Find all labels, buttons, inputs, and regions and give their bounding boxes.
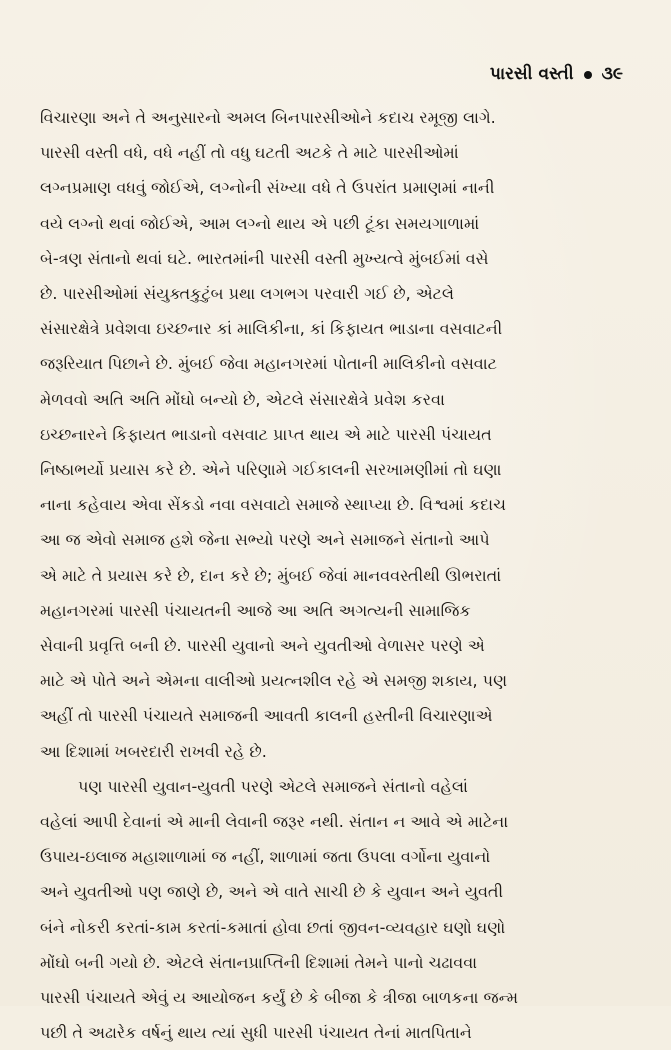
header-title: પારસી વસ્તી xyxy=(489,64,574,84)
text-line: અને યુવતીઓ પણ જાણે છે, અને એ વાતે સાચી છે કે યુવાન અને યુવતી xyxy=(40,882,504,902)
text-line: પારસી વસ્તી વધે, વધે નહીં તો વધુ ઘટતી અટકે તે માટે પારસીઓમાં xyxy=(40,143,459,163)
text-line: વહેલાં આપી દેવાનાં એ માની લેવાની જરૂર નથી. સંતાન ન આવે એ માટેના xyxy=(40,812,509,832)
text-line: મેળવવો અતિ અતિ મોંઘો બન્યો છે, એટલે સંસારક્ષેત્રે પ્રવેશ કરવા xyxy=(40,389,445,409)
bullet-icon xyxy=(584,71,592,79)
running-header xyxy=(490,64,623,84)
page-number: ૩૯ xyxy=(601,64,623,84)
text-line: બે-ત્રણ સંતાનો થવાં ઘટે. ભારતમાંની પારસી વસ્તી મુખ્યત્વે મુંબઈમાં વસે xyxy=(40,248,489,268)
text-line: આ જ એવો સમાજ હશે જેના સભ્યો પરણે અને સમાજને સંતાનો આપે xyxy=(40,530,490,550)
text-line: સંસારક્ષેત્રે પ્રવેશવા ઇચ્છનાર કાં માલિકીના, કાં કિફાયત ભાડાના વસવાટની xyxy=(40,319,503,339)
text-line: વયે લગ્નો થવાં જોઈએ, આમ લગ્નો થાય એ પછી ટૂંકા સમયગાળામાં xyxy=(40,213,480,233)
text-line: આ દિશામાં ખબરદારી રાખવી રહે છે. xyxy=(40,741,267,761)
body-text xyxy=(40,100,635,1050)
text-line: ઇચ્છનારને કિફાયત ભાડાનો વસવાટ પ્રાપ્ત થાય એ માટે પારસી પંચાયત xyxy=(40,424,492,444)
text-line: અહીં તો પારસી પંચાયતે સમાજની આવતી કાલની હસ્તીની વિચારણાએ xyxy=(40,706,493,726)
paragraph-2 xyxy=(40,769,635,1050)
paragraph-1 xyxy=(40,100,635,769)
text-line: જરૂરિયાત પિછાને છે. મુંબઈ જેવા મહાનગરમાં પોતાની માલિકીનો વસવાટ xyxy=(40,354,497,374)
text-line: પછી તે અઢારેક વર્ષનું થાય ત્યાં સુધી પારસી પંચાયત તેનાં માતપિતાને xyxy=(40,1023,472,1043)
text-line: સેવાની પ્રવૃત્તિ બની છે. પારસી યુવાનો અને યુવતીઓ વેળાસર પરણે એ xyxy=(40,636,485,656)
text-line: બંને નોકરી કરતાં-કામ કરતાં-કમાતાં હોવા છતાં જીવન-વ્યવહાર ઘણો ઘણો xyxy=(40,917,506,937)
text-line: વિચારણા અને તે અનુસારનો અમલ બિનપારસીઓને કદાચ રમૂજી લાગે. xyxy=(40,108,496,127)
text-line: લગ્નપ્રમાણ વધવું જોઈએ, લગ્નોની સંખ્યા વધે તે ઉપરાંત પ્રમાણમાં નાની xyxy=(40,178,495,198)
text-line: પણ પારસી યુવાન-યુવતી પરણે એટલે સમાજને સંતાનો વહેલાં xyxy=(78,776,468,796)
text-line: માટે એ પોતે અને એમના વાલીઓ પ્રયત્નશીલ રહે એ સમજી શકાય, પણ xyxy=(40,671,508,691)
text-line: નિષ્ઠાભર્યો પ્રયાસ કરે છે. એને પરિણામે ગઈકાલની સરખામણીમાં તો ઘણા xyxy=(40,460,502,480)
text-line: છે. પારસીઓમાં સંયુક્તકુટુંબ પ્રથા લગભગ પરવારી ગઈ છે, એટલે xyxy=(40,284,455,304)
text-line: ઉપાય-ઇલાજ મહાશાળામાં જ નહીં, શાળામાં જતા ઉપલા વર્ગોના યુવાનો xyxy=(40,847,491,867)
text-line: મહાનગરમાં પારસી પંચાયતની આજે આ અતિ અગત્યની સામાજિક xyxy=(40,600,471,620)
text-line: પારસી પંચાયતે એવું ય આયોજન કર્યું છે કે બીજા કે ત્રીજા બાળકના જન્મ xyxy=(40,988,519,1008)
text-line: મોંઘો બની ગયો છે. એટલે સંતાનપ્રાપ્તિની દિશામાં તેમને પાનો ચઢાવવા xyxy=(40,952,478,972)
text-line: એ માટે તે પ્રયાસ કરે છે, દાન કરે છે; મુંબઈ જેવાં માનવવસ્તીથી ઊભરાતાં xyxy=(40,565,502,585)
text-line: નાના કહેવાય એવા સેંકડો નવા વસવાટો સમાજે સ્થાપ્યા છે. વિશ્વમાં કદાચ xyxy=(40,495,506,515)
